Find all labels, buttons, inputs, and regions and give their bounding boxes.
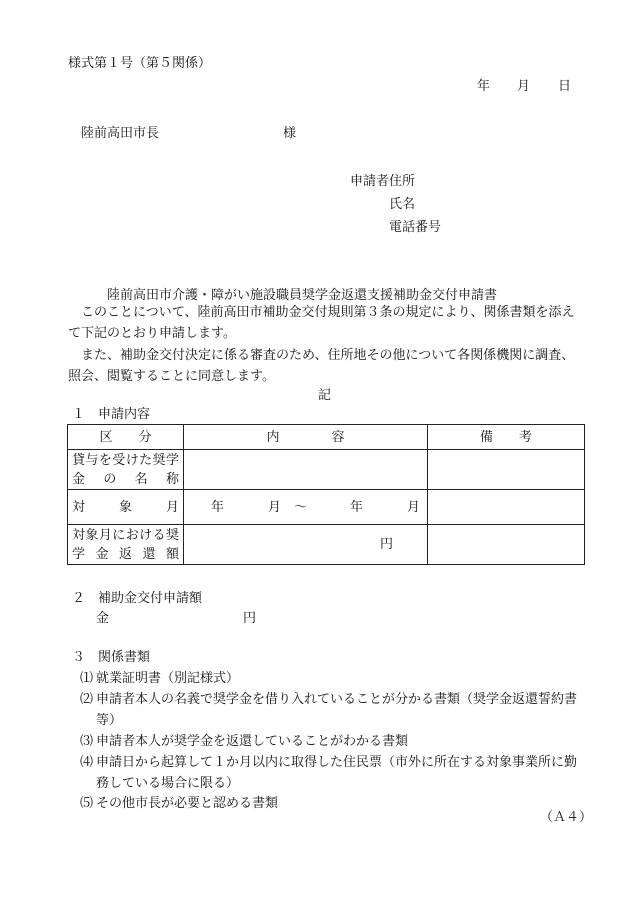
applicant-phone-label: 電話番号: [389, 220, 442, 235]
amount-yen-label: 円: [243, 611, 257, 626]
target-to-month: 月: [407, 500, 421, 515]
list-item: [80, 668, 585, 689]
target-from-month: 月: [268, 500, 282, 515]
repayment-amount-field[interactable]: [184, 525, 428, 565]
header-remarks: 備 考: [428, 425, 585, 450]
item-text: 申請者本人の名義で奨学金を借り入れていることが分かる書類（奨学金返還誓約書等）: [96, 692, 578, 728]
target-month-field[interactable]: [184, 490, 428, 525]
item-text: 就業証明書（別記様式）: [96, 671, 240, 686]
header-category: 区 分: [68, 425, 184, 450]
row-label-repayment-amount: 対象月における奨学金返還額: [68, 525, 184, 565]
date-month-label: 月: [517, 79, 531, 94]
applicant-address-label: 申請者住所: [350, 174, 416, 189]
ki-label: 記: [318, 388, 332, 403]
list-item: [80, 793, 585, 814]
form-number: 様式第１号（第５関係）: [68, 56, 212, 71]
target-to-year: 年: [350, 500, 364, 515]
scholarship-name-field[interactable]: [184, 450, 428, 490]
target-from-year: 年: [211, 500, 225, 515]
document-title: 陸前高田市介護・障がい施設職員奨学金返還支援補助金交付申請書: [107, 288, 498, 303]
paper-size-label: （Ａ４）: [540, 810, 593, 825]
body-paragraph-1: このことについて、陸前高田市補助金交付規則第３条の規定により、関係書類を添えて下記のとおり申請します。: [68, 305, 575, 341]
table-row: [68, 450, 585, 490]
header-content: 内 容: [184, 425, 428, 450]
repayment-amount-remarks[interactable]: [428, 525, 585, 565]
list-item: [80, 752, 585, 794]
table-header-row: [68, 425, 585, 450]
addressee-name: 陸前高田市長: [81, 126, 160, 141]
scholarship-name-remarks[interactable]: [428, 450, 585, 490]
target-range-tilde: ～: [294, 500, 308, 515]
body-paragraph-2: また、補助金交付決定に係る審査のため、住所地その他について各関係機関に調査、照会、閲覧することに同意します。: [68, 348, 575, 384]
item-text: その他市長が必要と認める書類: [96, 796, 279, 811]
item-number: ⑸: [80, 796, 94, 811]
application-table: [67, 424, 585, 565]
date-year-label: 年: [477, 79, 491, 94]
item-text: 申請者本人が奨学金を返還していることがわかる書類: [96, 734, 409, 749]
item-number: ⑴: [80, 671, 94, 686]
section1-heading: １ 申請内容: [72, 407, 151, 422]
row-label-scholarship-name: 貸与を受けた奨学金の名称: [68, 450, 184, 490]
item-number: ⑷: [80, 755, 94, 770]
item-text: 申請日から起算して１か月以内に取得した住民票（市外に所在する対象事業所に勤務している場合に限る）: [96, 755, 578, 791]
list-item: [80, 689, 585, 731]
amount-kin-label: 金: [96, 611, 110, 626]
addressee-honorific: 様: [283, 126, 297, 141]
item-number: ⑶: [80, 734, 94, 749]
row-label-target-month: 対象月: [68, 490, 184, 525]
applicant-name-label: 氏名: [389, 197, 416, 212]
table-row: [68, 490, 585, 525]
item-number: ⑵: [80, 692, 94, 707]
repayment-yen-unit: 円: [380, 537, 394, 552]
target-month-remarks[interactable]: [428, 490, 585, 525]
date-day-label: 日: [558, 79, 572, 94]
section2-heading: ２ 補助金交付申請額: [72, 591, 203, 606]
list-item: [80, 731, 585, 752]
table-row: [68, 525, 585, 565]
section3-heading: ３ 関係書類: [72, 650, 151, 665]
